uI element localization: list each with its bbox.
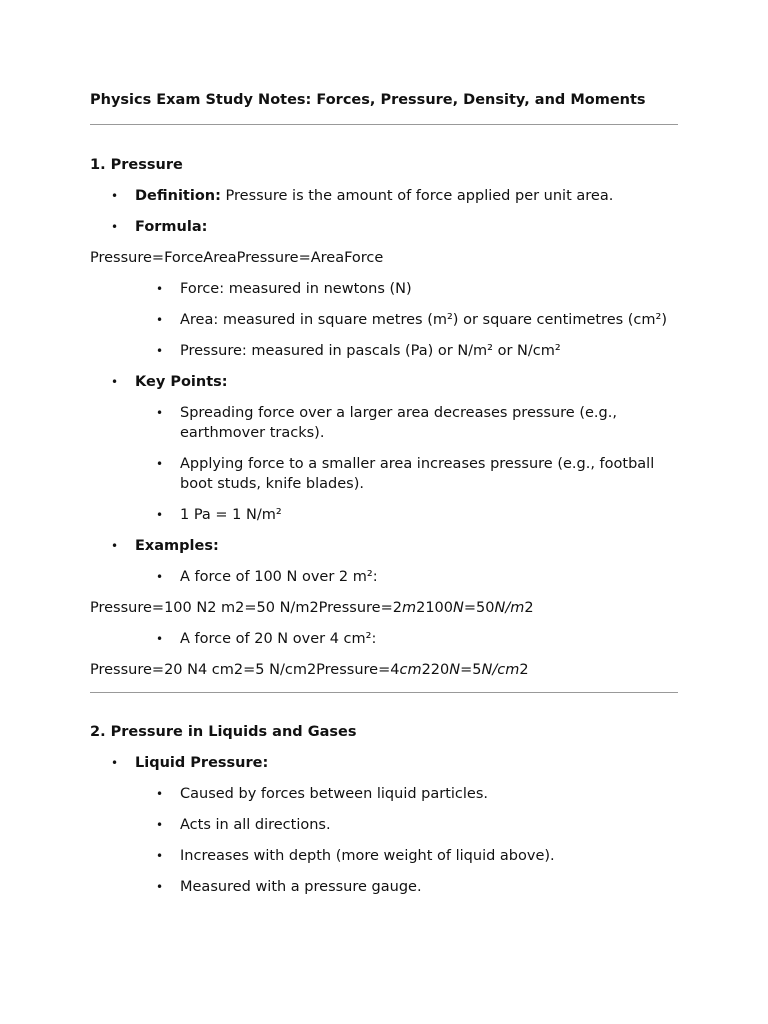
- liquid-point: • Measured with a pressure gauge.: [90, 877, 678, 897]
- example1-sublist: [90, 567, 678, 587]
- key-points-list: [90, 372, 678, 392]
- key-points-item: [90, 372, 678, 392]
- math-var: cm: [399, 662, 422, 678]
- example-1: • A force of 100 N over 2 m²:: [90, 567, 678, 587]
- liquid-pressure-list: [90, 753, 678, 773]
- math-num: 2100: [416, 600, 453, 616]
- math-var: N: [481, 662, 493, 678]
- liquid-point: • Caused by forces between liquid particles.: [90, 784, 678, 804]
- unit-item-pressure: • Pressure: measured in pascals (Pa) or N/m² or N/cm²: [90, 341, 678, 361]
- key-point: • Spreading force over a larger area decreases pressure (e.g., earthmover tracks).: [90, 403, 678, 443]
- formula-line: Pressure=ForceAreaPressure=AreaForce: [90, 250, 384, 266]
- pressure-list: [90, 186, 678, 237]
- math-var: N: [494, 600, 506, 616]
- formula-item: [90, 217, 678, 237]
- definition-item: [90, 186, 678, 206]
- key-point: • Applying force to a smaller area increases pressure (e.g., football boot studs, knife blades).: [90, 454, 678, 494]
- math-num: 2: [524, 600, 534, 616]
- definition-label: Definition:: [135, 188, 221, 204]
- math-var: N: [449, 662, 461, 678]
- key-point: • 1 Pa = 1 N/m²: [90, 505, 678, 525]
- divider: [90, 124, 678, 125]
- unit-item-area: • Area: measured in square metres (m²) or square centimetres (cm²): [90, 310, 678, 330]
- math-plain: Pressure=20 N4 cm2=5 N/cm2Pressure=4: [90, 662, 400, 678]
- section-heading-pressure: 1. Pressure: [90, 157, 183, 173]
- math-num: 220: [421, 662, 450, 678]
- math-var: m: [510, 600, 525, 616]
- liquid-point: • Increases with depth (more weight of liquid above).: [90, 846, 678, 866]
- key-points-label: Key Points:: [135, 374, 228, 390]
- example2-sublist: [90, 629, 678, 649]
- liquid-pressure-label: Liquid Pressure:: [135, 755, 269, 771]
- math-num: 2: [519, 662, 529, 678]
- divider: [90, 692, 678, 693]
- definition-text: Pressure is the amount of force applied per unit area.: [220, 188, 614, 204]
- example-1-formula: [90, 598, 678, 618]
- key-points-sublist: [90, 403, 678, 525]
- math-var: N: [453, 600, 464, 616]
- examples-item: [90, 536, 678, 556]
- example-2: • A force of 20 N over 4 cm²:: [90, 629, 678, 649]
- section-heading-liquids-gases: 2. Pressure in Liquids and Gases: [90, 724, 357, 740]
- math-var: cm: [497, 662, 520, 678]
- examples-label: Examples:: [135, 538, 219, 554]
- math-num: =50: [463, 600, 495, 616]
- math-var: m: [401, 600, 417, 616]
- examples-list: [90, 536, 678, 556]
- liquid-pressure-item: [90, 753, 678, 773]
- math-op: /: [505, 600, 511, 616]
- math-num: =5: [460, 662, 482, 678]
- formula-label: Formula:: [135, 219, 208, 235]
- unit-item-force: • Force: measured in newtons (N): [90, 279, 678, 299]
- math-op: /: [492, 662, 498, 678]
- units-list: [90, 279, 678, 361]
- liquid-pressure-sublist: [90, 784, 678, 897]
- math-plain: Pressure=100 N2 m2=50 N/m2Pressure=2: [90, 600, 402, 616]
- page-title: Physics Exam Study Notes: Forces, Pressure, Density, and Moments: [90, 92, 646, 108]
- example-2-formula: [90, 660, 678, 680]
- liquid-point: • Acts in all directions.: [90, 815, 678, 835]
